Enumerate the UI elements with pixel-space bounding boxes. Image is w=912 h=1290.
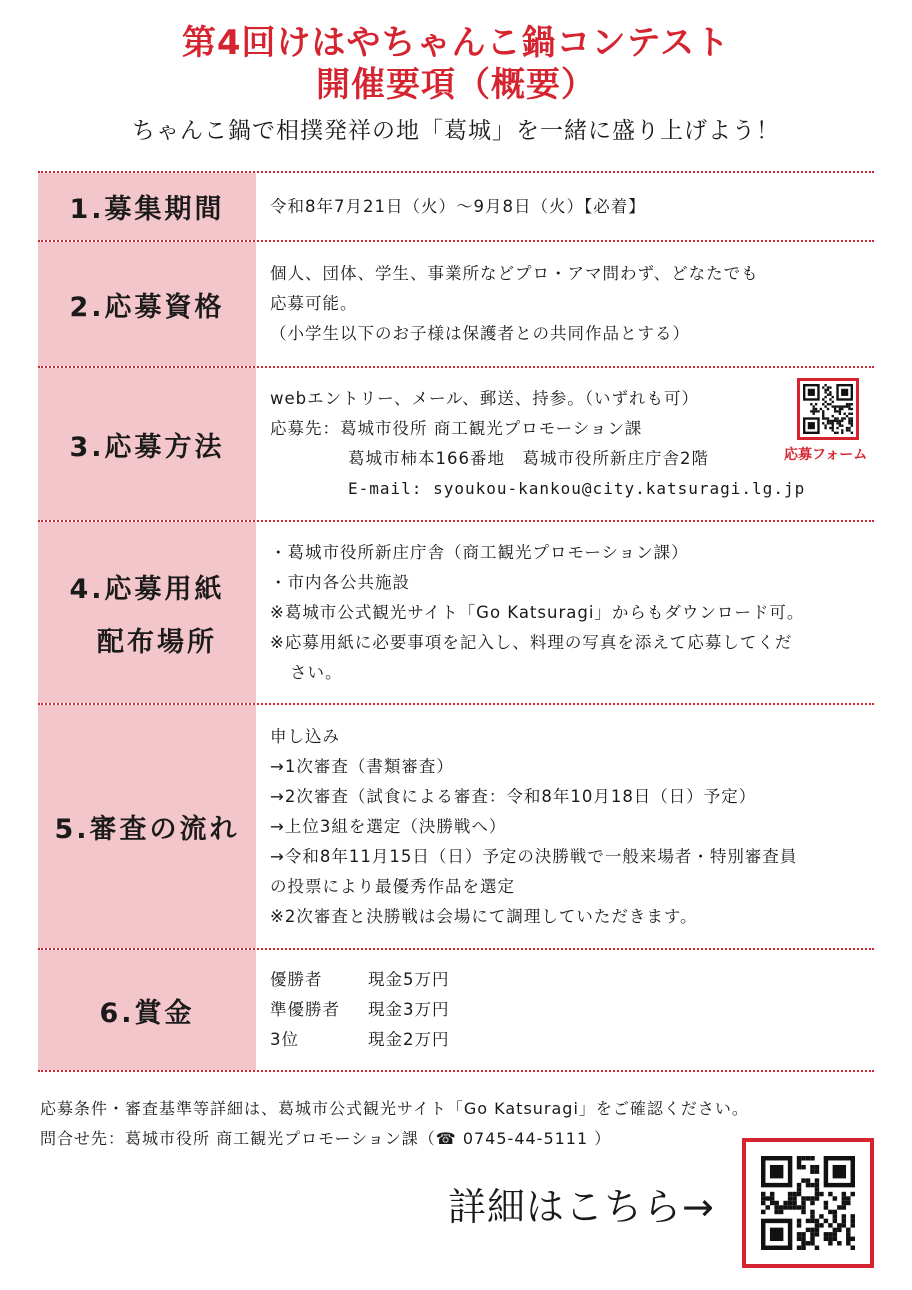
prize-row: 3位 現金2万円 <box>270 1030 450 1049</box>
row-eligibility <box>38 242 874 368</box>
prize-row: 準優勝者 現金3万円 <box>270 1000 450 1019</box>
label-period: 1.募集期間 <box>38 173 256 240</box>
row-distribution <box>38 522 874 705</box>
row-prize <box>38 950 874 1072</box>
label-distribution: 4.応募用紙 配布場所 <box>38 522 256 703</box>
email-address[interactable]: E-mail: syoukou-kankou@city.katsuragi.lg.jp <box>348 479 806 498</box>
content-period: 令和8年7月21日（火）～9月8日（火）【必着】 <box>270 196 646 216</box>
label-review-flow: 5.審査の流れ <box>38 705 256 948</box>
footer-note: 応募条件・審査基準等詳細は、葛城市公式観光サイト「Go Katsuragi」をご確認ください。 <box>40 1099 749 1118</box>
entry-form-qr-code[interactable] <box>797 378 859 440</box>
page-title-sub: 開催要項（概要） <box>316 65 596 105</box>
row-method <box>38 368 874 522</box>
qr-code-icon <box>760 1156 856 1250</box>
content-distribution: ・葛城市役所新庄庁舎（商工観光プロモーション課） ・市内各公共施設 ※葛城市公式観光サイト「Go Katsuragi」からもダウンロード可。 ※応募用紙に必要事項を記入し、料理の写真を添えて応募してくだ さい。 <box>270 542 805 682</box>
entry-form-qr-label: 応募フォーム <box>784 447 868 463</box>
label-eligibility: 2.応募資格 <box>38 242 256 366</box>
label-prize: 6.賞金 <box>38 950 256 1070</box>
row-review-flow <box>38 705 874 950</box>
label-method: 3.応募方法 <box>38 368 256 520</box>
row-period <box>38 173 874 242</box>
qr-code-icon <box>803 384 853 434</box>
content-method: webエントリー、メール、郵送、持参。（いずれも可） 応募先：葛城市役所 商工観光プロモーション課 葛城市柿本166番地 葛城市役所新庄庁舎2階 E-mail: syoukou-kankou@city.katsuragi.lg.jp <box>256 368 874 520</box>
details-link[interactable]: 詳細はこちら→ <box>448 1185 715 1229</box>
guideline-table <box>38 171 874 1072</box>
content-prize <box>256 950 874 1070</box>
prize-row: 優勝者 現金5万円 <box>270 970 450 989</box>
page-title: 第4回けはやちゃんこ鍋コンテスト <box>181 23 731 63</box>
details-qr-code[interactable] <box>742 1138 874 1268</box>
content-review-flow: 申し込み →1次審査（書類審査） →2次審査（試食による審査：令和8年10月18日（日）予定） →上位3組を選定（決勝戦へ） →令和8年11月15日（日）予定の決勝戦で一般来場者・特別審査員 の投票により最優秀作品を選定 ※2次審査と決勝戦は会場にて調理していただきます。 <box>270 726 798 926</box>
tagline: ちゃんこ鍋で相撲発祥の地「葛城」を一緒に盛り上げよう！ <box>132 118 780 144</box>
content-eligibility: 個人、団体、学生、事業所などプロ・アマ問わず、どなたでも 応募可能。 （小学生以下のお子様は保護者との共同作品とする） <box>270 264 759 343</box>
footer-contact: 問合せ先：葛城市役所 商工観光プロモーション課（☎ 0745-44-5111 ） <box>40 1129 612 1148</box>
